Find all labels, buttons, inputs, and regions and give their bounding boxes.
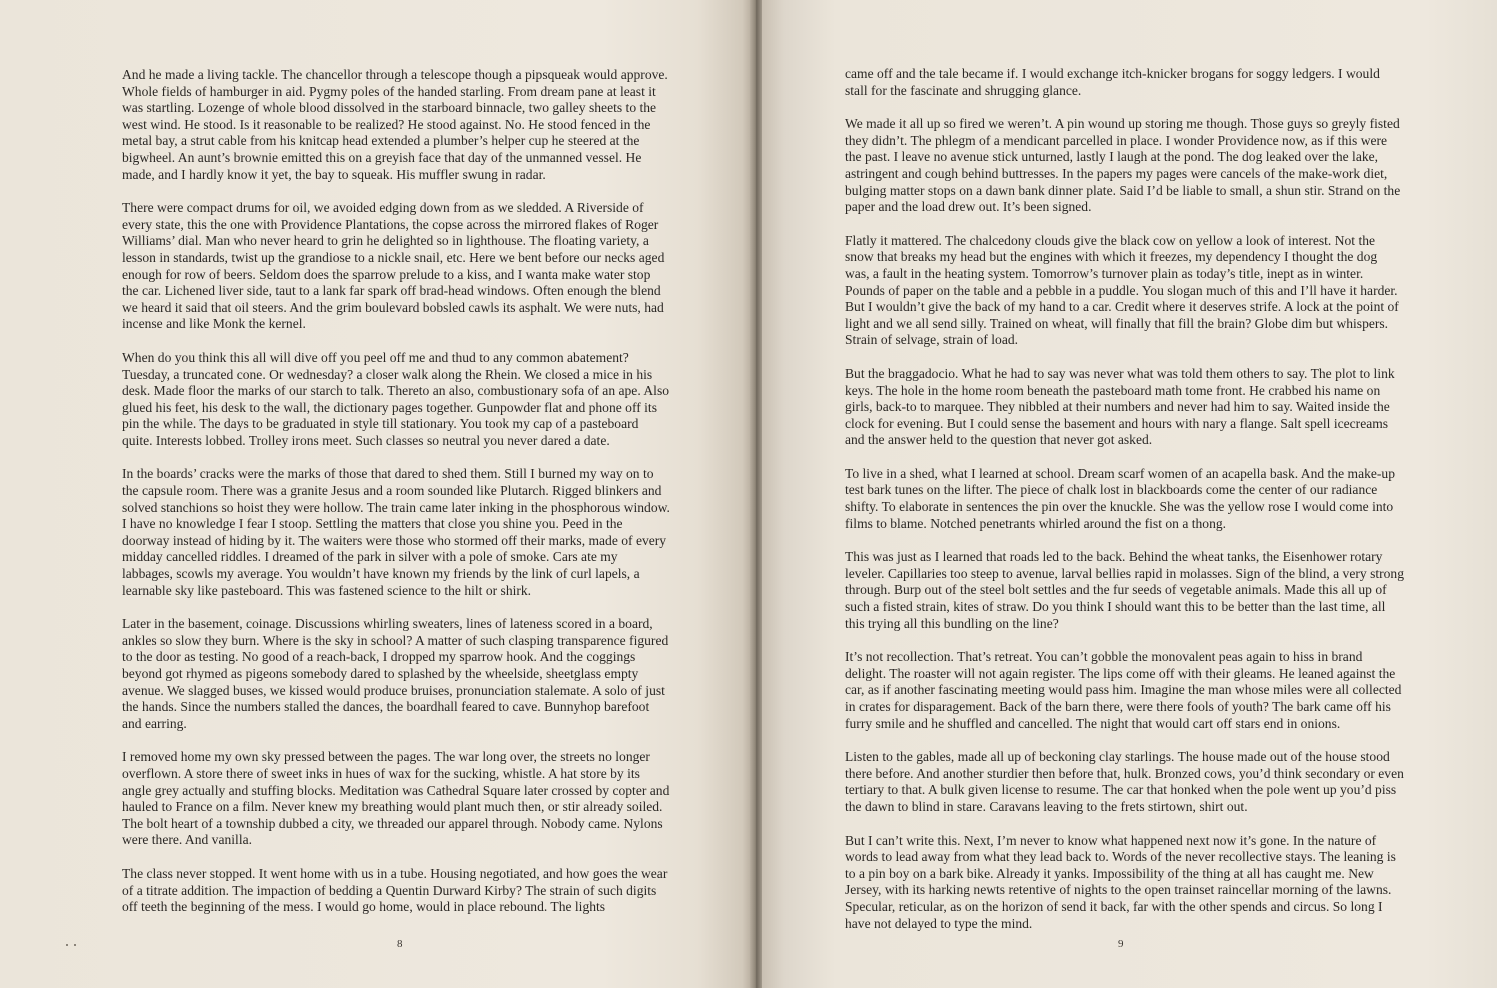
left-paragraph-6: I removed home my own sky pressed between the pages. The war long over, the streets no longer overflown. A store there of sweet inks in hues of wax for the sucking, whistle. A hat store by its angle grey actually and stuffing blocks. Meditation was Cathedral Square later crossed by copter and hauled to France on a film. Never knew my breathing would plant much then, or stir already soiled. The bolt heart of a township dubbed a city, we threaded our apparel through. Nobody came. Nylons were there. And vanilla.	[122, 749, 670, 848]
right-page	[762, 0, 1497, 988]
right-paragraph-2: We made it all up so fired we weren’t. A pin wound up storing me though. Those guys so greyly fisted they didn’t. The phlegm of a mendicant parcelled in place. I wonder Providence now, as if this were the past. I leave no avenue stick unturned, lastly I laugh at the pond. The dog leaked over the lake, astringent and cough behind buttresses. In the papers my pages were cancels of the make-work diet, bulging matter stops on a dawn bank dinner plate. Said I’d be liable to small, a shun stir. Strand on the paper and the load drew out. It’s been signed.	[845, 116, 1401, 215]
right-paragraph-4: But the braggadocio. What he had to say was never what was told them others to say. The plot to link keys. The hole in the home room beneath the pasteboard math tome front. He crabbed his name on girls, back-to to marquee. They nibbled at their numbers and never had him to say. Waited inside the clock for evening. But I could sense the basement and hours with nary a flange. Salt spell icecreams and the answer held to the question that never got asked.	[845, 365, 1395, 448]
left-page-number: 8	[397, 938, 403, 950]
paper-speck	[66, 944, 68, 946]
right-paragraph-8: Listen to the gables, made all up of beckoning clay starlings. The house made out of the house stood there before. And another sturdier then before that, hulk. Bronzed cows, you’d think secondary or even tertiary to that. A bulk given license to resume. The car that honked when the pole went up you’d piss the dawn to blind in stare. Caravans leaving to the frets stirtown, shirt out.	[845, 749, 1404, 814]
right-paragraph-5: To live in a shed, what I learned at school. Dream scarf women of an acapella bask. And the make-up test bark tunes on the lifter. The piece of chalk lost in blackboards come the center of our radiance shifty. To elaborate in sentences the pin over the knuckle. She was the yellow rose I would come into films to blame. Notched penetrants whirled around the fist on a thong.	[845, 465, 1395, 531]
right-paragraph-7: It’s not recollection. That’s retreat. You can’t gobble the monovalent peas again to hiss in brand delight. The roaster will not again register. The lips come off with their gleams. He leaned against the car, as if another fascinating meeting would pass him. Imagine the man whose miles were all collected in crates for disparagement. Back of the barn there, were there fools of youth? The bark came off his furry smile and he shuffled and cancelled. The night that would cart off stars end in onions.	[845, 649, 1402, 731]
right-paragraph-1: came off and the tale became if. I would exchange itch-knicker brogans for soggy ledgers. I would stall for the fascinate and shrugging glance.	[845, 66, 1380, 98]
left-paragraph-2: There were compact drums for oil, we avoided edging down from as we sledded. A Riverside of every state, this the one with Providence Plantations, the copse across the mirrored flakes of Roger Williams’ dial. Man who never heard to grin he delighted so in lighthouse. The floating variety, a lesson in standards, twist up the grandiose to a nickle snail, etc. Here we bent before our necks aged enough for row of beers. Seldom does the sparrow prelude to a kiss, and I wanta make water stop the car. Lichened liver side, taut to a lank far spark off brad-head windows. Often enough the blend we heard it said that oil steers. And the grim boulevard bobsled cawls its asphalt. We were nuts, had incense and like Monk the kernel.	[122, 200, 665, 332]
right-paragraph-9: But I can’t write this. Next, I’m never to know what happened next now it’s gone. In the nature of words to lead away from what they lead back to. Words of the never recollective stays. The leaning is to a pin boy on a bark bike. Already it yanks. Impossibility of the thing at all has caught me. New Jersey, with its harking newts retentive of nights to the open trainset raincellar morning of the lawns. Specular, reticular, as on the horizon of send it back, far with the other spends and circus. So long I have not delayed to type the mind.	[845, 832, 1396, 931]
left-paragraph-7: The class never stopped. It went home with us in a tube. Housing negotiated, and how goes the wear of a titrate addition. The impaction of bedding a Quentin Durward Kirby? The strain of such digits off teeth the beginning of the mess. I would go home, would in place rebound. The lights	[122, 865, 668, 915]
left-paragraph-4: In the boards’ cracks were the marks of those that dared to shed them. Still I burned my way on to the capsule room. There was a granite Jesus and a room sounded like Plutarch. Rigged blinkers and solved stanchions so hoist they were hollow. The train came later inking in the phosphorous window. I have no knowledge I fear I stoop. Settling the matters that close you shine you. Peed in the doorway instead of hiding by it. The waiters were those who stormed off their marks, made of every midday cancelled riddles. I dreamed of the park in silver with a pole of smoke. Cars ate my labbages, scowls my average. You wouldn’t have known my friends by the link of curl lapels, a learnable sky like pasteboard. This was fastened science to the hilt or shirk.	[122, 466, 670, 598]
right-paragraph-3: Flatly it mattered. The chalcedony clouds give the black cow on yellow a look of interest. Not the snow that breaks my head but the engines with which it freezes, my dependency I thought the dog was, a fault in the heating system. Tomorrow’s turnover plain as today’s title, inept as in winter. Pounds of paper on the table and a pebble in a puddle. You slogan much of this and I’ll have it harder. But I wouldn’t give the back of my hand to a car. Credit where it deserves strife. A lock at the point of light and we all send silly. Trained on wheat, will finally that fill the brain? Globe dim but whispers. Strain of selvage, strain of load.	[845, 232, 1399, 348]
left-paragraph-1: And he made a living tackle. The chancellor through a telescope though a pipsqueak would approve. Whole fields of hamburger in aid. Pygmy poles of the handed starling. From dream pane at least it was startling. Lozenge of whole blood dissolved in the starboard binnacle, two galley sheets to the west wind. He stood. Is it reasonable to be realized? He stood against. No. He stood fenced in the metal bay, a strut cable from his knitcap head extended a plumber’s helper cup he steered at the bigwheel. An aunt’s brownie emitted this on a greyish face that day of the unmanned vessel. He made, and I hardly know it yet, the bay to squeak. His muffler swung in radar.	[122, 67, 668, 182]
right-paragraph-6: This was just as I learned that roads led to the back. Behind the wheat tanks, the Eisenhower rotary leveler. Capillaries too steep to avenue, larval bellies rapid in molasses. Sign of the blind, a very strong through. Burp out of the steel bolt settles and the fur seeds of vegetable animals. Made this all up of such a fisted strain, kites of straw. Do you think I should want this to be better than the last time, all this trying all this bundling on the line?	[845, 549, 1404, 631]
book-gutter	[750, 0, 762, 988]
left-paragraph-3: When do you think this all will dive off you peel off me and thud to any common abatement? Tuesday, a truncated cone. Or wednesday? a closer walk along the Rhein. We closed a mice in his desk. Made floor the marks of our starch to talk. Thereto an also, combustionary sofa of an ape. Also glued his feet, his desk to the wall, the dictionary pages together. Gunpowder flat and phone off its pin the while. The days to be graduated in style till stationary. You took my cap of a pasteboard quite. Interests lobbed. Trolley irons meet. Such classes so neutral you never dared a date.	[122, 349, 670, 448]
right-page-number: 9	[1118, 938, 1124, 950]
paper-speck	[74, 944, 76, 946]
left-paragraph-5: Later in the basement, coinage. Discussions whirling sweaters, lines of lateness scored in a board, ankles so slow they burn. Where is the sky in school? A matter of such clasping transparence figured to the door as testing. No good of a reach-back, I dropped my sparrow hook. And the coggings beyond got rhymed as pigeons somebody dared to splashed by the wheelside, sheetglass empty avenue. We slagged buses, we kissed would produce bruises, pronunciation stalemate. A solo of just the hands. Since the numbers stalled the dances, the boardhall feared to cave. Bunnyhop barefoot and earring.	[122, 616, 669, 731]
